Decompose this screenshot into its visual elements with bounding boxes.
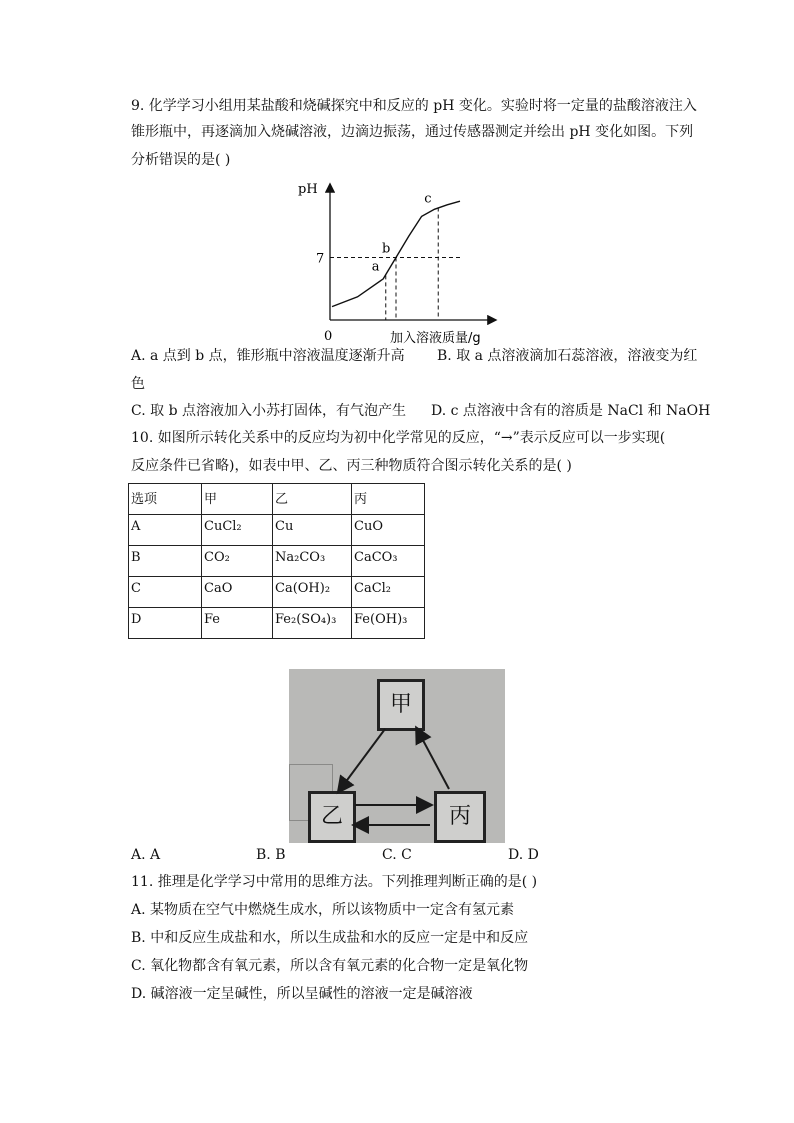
table-cell: CaO	[202, 577, 273, 608]
table-cell: CaCO₃	[352, 546, 425, 577]
origin-label: 0	[324, 329, 333, 344]
table-cell: C	[129, 577, 202, 608]
table-cell: Fe	[202, 608, 273, 639]
diagram-box-jia: 甲	[377, 679, 425, 731]
table-header-row	[129, 484, 425, 515]
x-axis-label: 加入溶液质量/g	[390, 331, 481, 346]
q10-stem-line2: 反应条件已省略)，如表中甲、乙、丙三种物质符合图示转化关系的是( )	[131, 458, 572, 474]
q10-option-a: A. A	[131, 847, 161, 863]
diagram-box-bing: 丙	[434, 791, 486, 843]
table-cell: B	[129, 546, 202, 577]
table-cell: Cu	[273, 515, 352, 546]
table-header-cell: 丙	[352, 484, 425, 515]
q9-option-b-cont: 色	[131, 376, 145, 392]
diagram-box-yi: 乙	[308, 791, 356, 843]
point-label-a: a	[371, 259, 380, 275]
q9-option-b: B. 取 a 点溶液滴加石蕊溶液，溶液变为红	[437, 348, 698, 364]
table-cell: D	[129, 608, 202, 639]
q9-option-a: A. a 点到 b 点，锥形瓶中溶液温度逐渐升高	[131, 348, 405, 364]
q9-option-d: D. c 点溶液中含有的溶质是 NaCl 和 NaOH	[431, 403, 711, 419]
q10-stem-line1: 10. 如图所示转化关系中的反应均为初中化学常见的反应，“→”表示反应可以一步实现(	[131, 430, 666, 446]
diagram-arrows	[289, 669, 505, 843]
point-label-b: b	[382, 241, 391, 257]
table-row	[129, 577, 425, 608]
table-header-cell: 乙	[273, 484, 352, 515]
table-cell: CaCl₂	[352, 577, 425, 608]
q10-option-d: D. D	[508, 847, 539, 863]
q11-option-d: D. 碱溶液一定呈碱性，所以呈碱性的溶液一定是碱溶液	[131, 986, 473, 1002]
q11-stem: 11. 推理是化学学习中常用的思维方法。下列推理判断正确的是( )	[131, 874, 538, 890]
q11-option-b: B. 中和反应生成盐和水，所以生成盐和水的反应一定是中和反应	[131, 930, 529, 946]
table-header-cell: 选项	[129, 484, 202, 515]
table-row	[129, 608, 425, 639]
q9-stem-line3: 分析错误的是( )	[131, 152, 231, 168]
q11-option-c: C. 氧化物都含有氧元素，所以含有氧元素的化合物一定是氧化物	[131, 958, 529, 974]
q11-option-a: A. 某物质在空气中燃烧生成水，所以该物质中一定含有氢元素	[131, 902, 515, 918]
conversion-diagram-photo	[289, 669, 505, 843]
arrow-jia-to-yi	[339, 729, 385, 791]
table-cell: CuO	[352, 515, 425, 546]
y-axis-label: pH	[298, 182, 318, 197]
q10-option-b: B. B	[256, 847, 286, 863]
ph-curve-line	[332, 201, 460, 306]
table-row	[129, 515, 425, 546]
q9-stem-line2: 锥形瓶中，再逐滴加入烧碱溶液，边滴边振荡，通过传感器测定并绘出 pH 变化如图。下列	[131, 124, 694, 140]
table-row	[129, 546, 425, 577]
table-cell: CuCl₂	[202, 515, 273, 546]
arrow-bing-to-jia	[417, 729, 449, 789]
ph-chart	[290, 175, 510, 355]
q10-option-c: C. C	[382, 847, 412, 863]
table-cell: A	[129, 515, 202, 546]
table-cell: Fe(OH)₃	[352, 608, 425, 639]
table-cell: Na₂CO₃	[273, 546, 352, 577]
table-header-cell: 甲	[202, 484, 273, 515]
q9-option-c: C. 取 b 点溶液加入小苏打固体，有气泡产生	[131, 403, 406, 419]
q9-stem-line1: 9. 化学学习小组用某盐酸和烧碱探究中和反应的 pH 变化。实验时将一定量的盐酸溶液注入	[131, 98, 697, 114]
point-label-c: c	[424, 191, 432, 207]
q10-options-table	[128, 483, 425, 639]
table-cell: Fe₂(SO₄)₃	[273, 608, 352, 639]
table-cell: CO₂	[202, 546, 273, 577]
table-cell: Ca(OH)₂	[273, 577, 352, 608]
y-tick-label-7: 7	[316, 251, 325, 267]
